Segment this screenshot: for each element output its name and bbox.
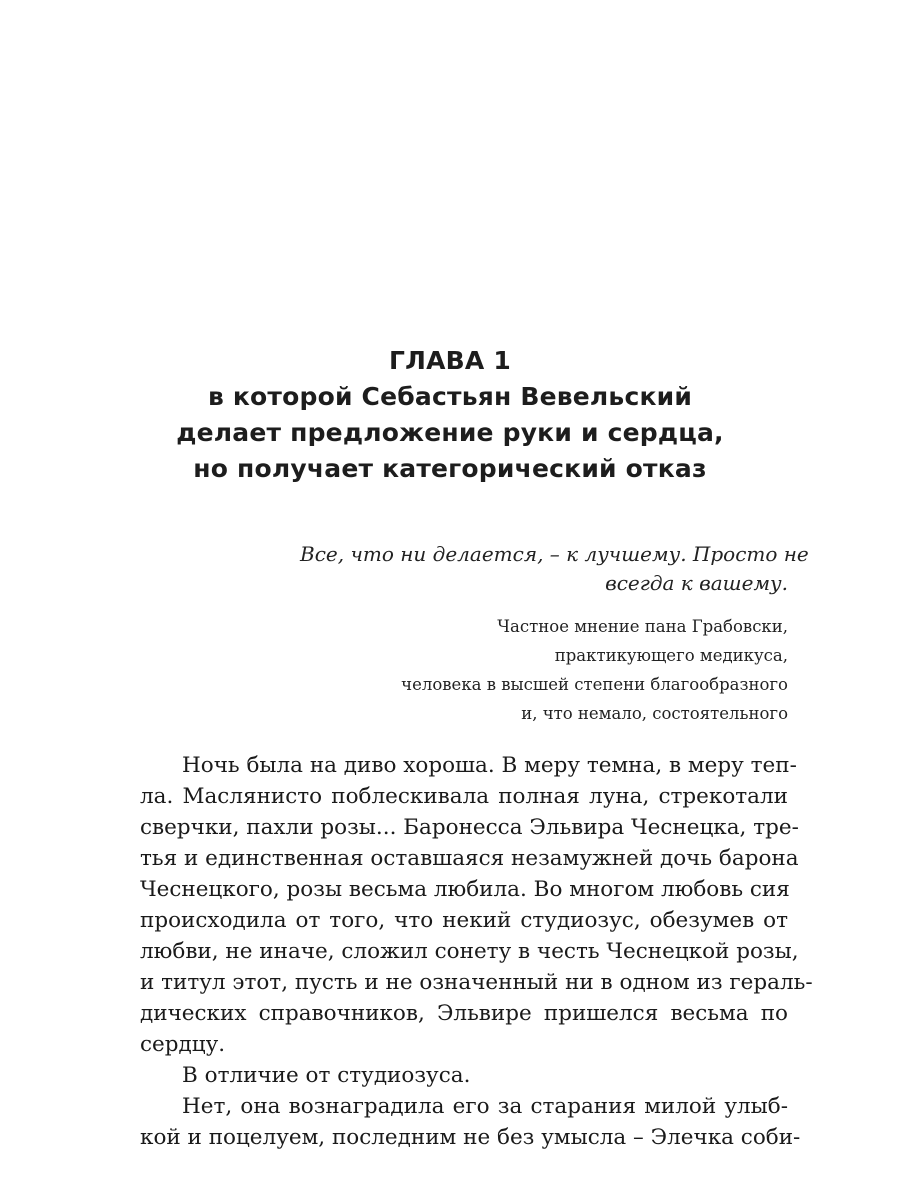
paragraph-line: Ночь была на диво хороша. В меру темна, в меру теп- <box>182 753 797 778</box>
chapter-number: ГЛАВА 1 <box>389 346 511 375</box>
epigraph-attribution-line: практикующего медикуса, <box>554 646 788 665</box>
paragraph-line: происходила от того, что некий студиозус, обезумев от <box>140 908 788 933</box>
epigraph-quote-line: всегда к вашему. <box>605 571 788 595</box>
epigraph-attribution-line: человека в высшей степени благообразного <box>401 675 788 694</box>
paragraph-line: ла. Маслянисто поблескивала полная луна, стрекотали <box>140 784 788 809</box>
paragraph-line: тья и единственная оставшаяся незамужней дочь барона <box>140 846 799 871</box>
paragraph-line: сердцу. <box>140 1032 226 1057</box>
chapter-subtitle-line-3: но получает категорический отказ <box>193 454 707 483</box>
epigraph-quote-line: Все, что ни делается, – к лучшему. Просто не <box>300 542 809 566</box>
epigraph-quote <box>300 540 809 598</box>
chapter-subtitle-line-1: в которой Себастьян Вевельский <box>207 382 693 411</box>
paragraph-line: В отличие от студиозуса. <box>182 1063 471 1088</box>
paragraph-line: Чеснецкого, розы весьма любила. Во многом любовь сия <box>140 877 790 902</box>
paragraph-line: Нет, она вознаградила его за старания милой улыб- <box>182 1094 788 1119</box>
paragraph-line: кой и поцелуем, последним не без умысла – Элечка соби- <box>140 1125 801 1150</box>
paragraph-line: сверчки, пахли розы... Баронесса Эльвира Чеснецка, тре- <box>140 815 799 840</box>
epigraph-attribution-line: Частное мнение пана Грабовски, <box>497 617 788 636</box>
chapter-heading <box>120 343 780 487</box>
paragraph-line: и титул этот, пусть и не означенный ни в одном из гераль- <box>140 970 813 995</box>
epigraph-attribution <box>300 612 788 728</box>
paragraph-line: дических справочников, Эльвире пришелся весьма по <box>140 1001 788 1026</box>
chapter-subtitle-line-2: делает предложение руки и сердца, <box>176 418 724 447</box>
paragraph-line: любви, не иначе, сложил сонету в честь Чеснецкой розы, <box>140 939 799 964</box>
epigraph <box>300 540 809 728</box>
body-text <box>140 750 813 1153</box>
epigraph-attribution-line: и, что немало, состоятельного <box>521 704 788 723</box>
